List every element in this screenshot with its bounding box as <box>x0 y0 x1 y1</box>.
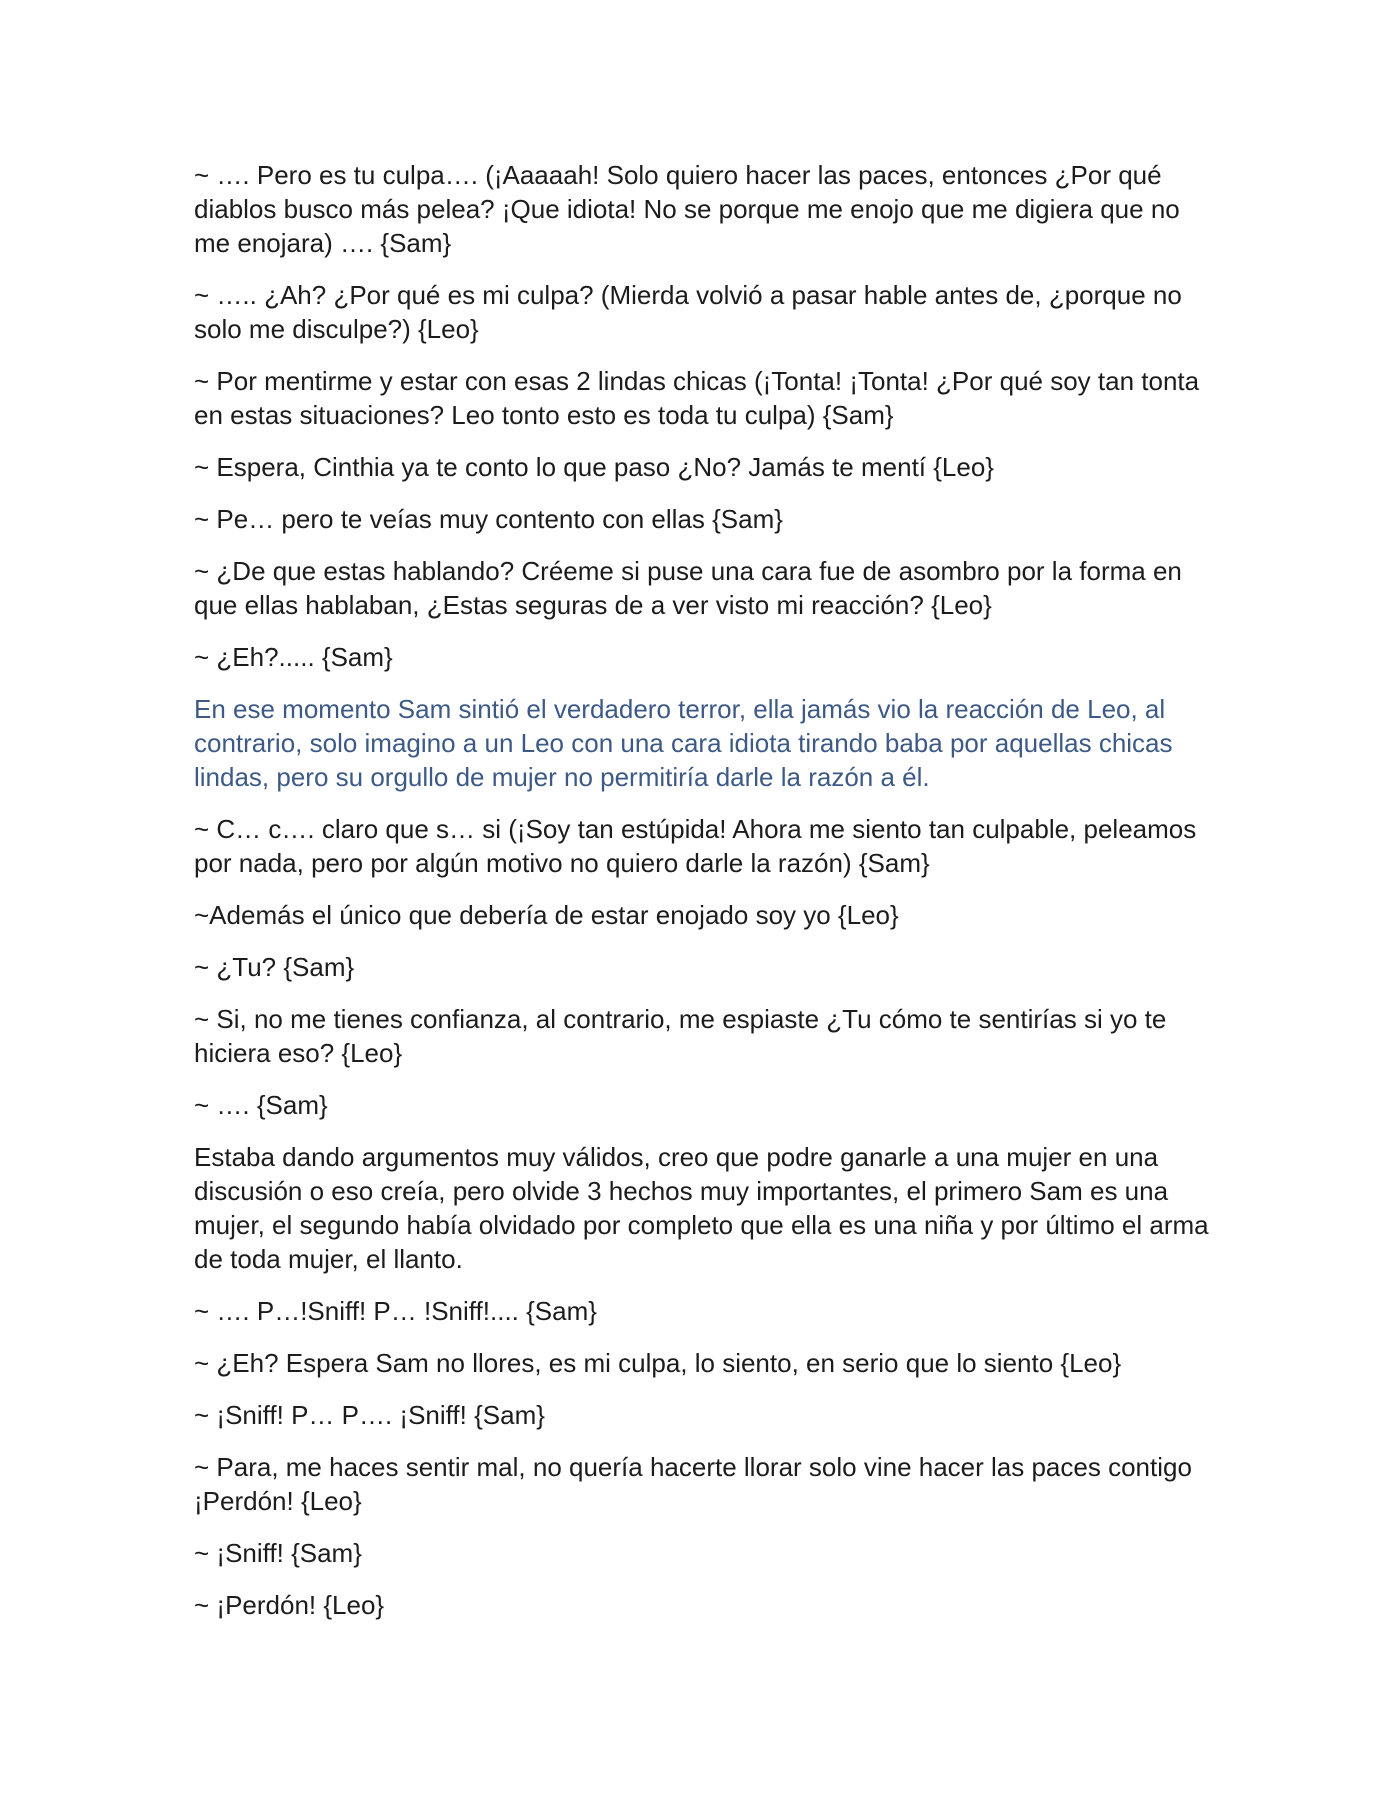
dialogue-line: ~ …. {Sam} <box>194 1090 328 1120</box>
dialogue-line: ~ ¿Eh?..... {Sam} <box>194 642 393 672</box>
dialogue-line: ~ ….. ¿Ah? ¿Por qué es mi culpa? (Mierda volvió a pasar hable antes de, ¿porque no solo me disculpe?) {Leo} <box>194 280 1182 344</box>
dialogue-line: ~Además el único que debería de estar enojado soy yo {Leo} <box>194 900 899 930</box>
dialogue-line: ~ Pe… pero te veías muy contento con ellas {Sam} <box>194 504 783 534</box>
dialogue-line: ~ ¿Tu? {Sam} <box>194 952 355 982</box>
dialogue-line: ~ Para, me haces sentir mal, no quería hacerte llorar solo vine hacer las paces contigo ¡Perdón! {Leo} <box>194 1452 1192 1516</box>
dialogue-line: ~ ¿Eh? Espera Sam no llores, es mi culpa, lo siento, en serio que lo siento {Leo} <box>194 1348 1122 1378</box>
dialogue-line: ~ C… c…. claro que s… si (¡Soy tan estúpida! Ahora me siento tan culpable, peleamos por nada, pero por algún motivo no quiero darle la razón) {Sam} <box>194 814 1197 878</box>
dialogue-line: ~ ¡Sniff! P… P…. ¡Sniff! {Sam} <box>194 1400 545 1430</box>
dialogue-line: ~ Por mentirme y estar con esas 2 lindas chicas (¡Tonta! ¡Tonta! ¿Por qué soy tan tonta en estas situaciones? Leo tonto esto es toda tu culpa) {Sam} <box>194 366 1200 430</box>
dialogue-line: ~ Si, no me tienes confianza, al contrario, me espiaste ¿Tu cómo te sentirías si yo te hiciera eso? {Leo} <box>194 1004 1167 1068</box>
dialogue-line: ~ Espera, Cinthia ya te conto lo que paso ¿No? Jamás te mentí {Leo} <box>194 452 994 482</box>
dialogue-line: ~ …. Pero es tu culpa…. (¡Aaaaah! Solo quiero hacer las paces, entonces ¿Por qué diablos busco más pelea? ¡Que idiota! No se porque me enojo que me digiera que no me enojara) …. {Sam} <box>194 160 1180 258</box>
narration-paragraph-highlighted: En ese momento Sam sintió el verdadero terror, ella jamás vio la reacción de Leo, al contrario, solo imagino a un Leo con una cara idiota tirando baba por aquellas chicas lindas, pero su orgullo de mujer no permitiría darle la razón a él. <box>194 694 1173 792</box>
dialogue-line: ~ ¿De que estas hablando? Créeme si puse una cara fue de asombro por la forma en que ellas hablaban, ¿Estas seguras de a ver visto mi reacción? {Leo} <box>194 556 1182 620</box>
dialogue-line: ~ ¡Sniff! {Sam} <box>194 1538 362 1568</box>
document-body <box>194 158 1210 1640</box>
dialogue-line: ~ ¡Perdón! {Leo} <box>194 1590 385 1620</box>
dialogue-line: ~ …. P…!Sniff! P… !Sniff!.... {Sam} <box>194 1296 597 1326</box>
narration-paragraph: Estaba dando argumentos muy válidos, creo que podre ganarle a una mujer en una discusión o eso creía, pero olvide 3 hechos muy importantes, el primero Sam es una mujer, el segundo había olvidado por completo que ella es una niña y por último el arma de toda mujer, el llanto. <box>194 1142 1209 1274</box>
